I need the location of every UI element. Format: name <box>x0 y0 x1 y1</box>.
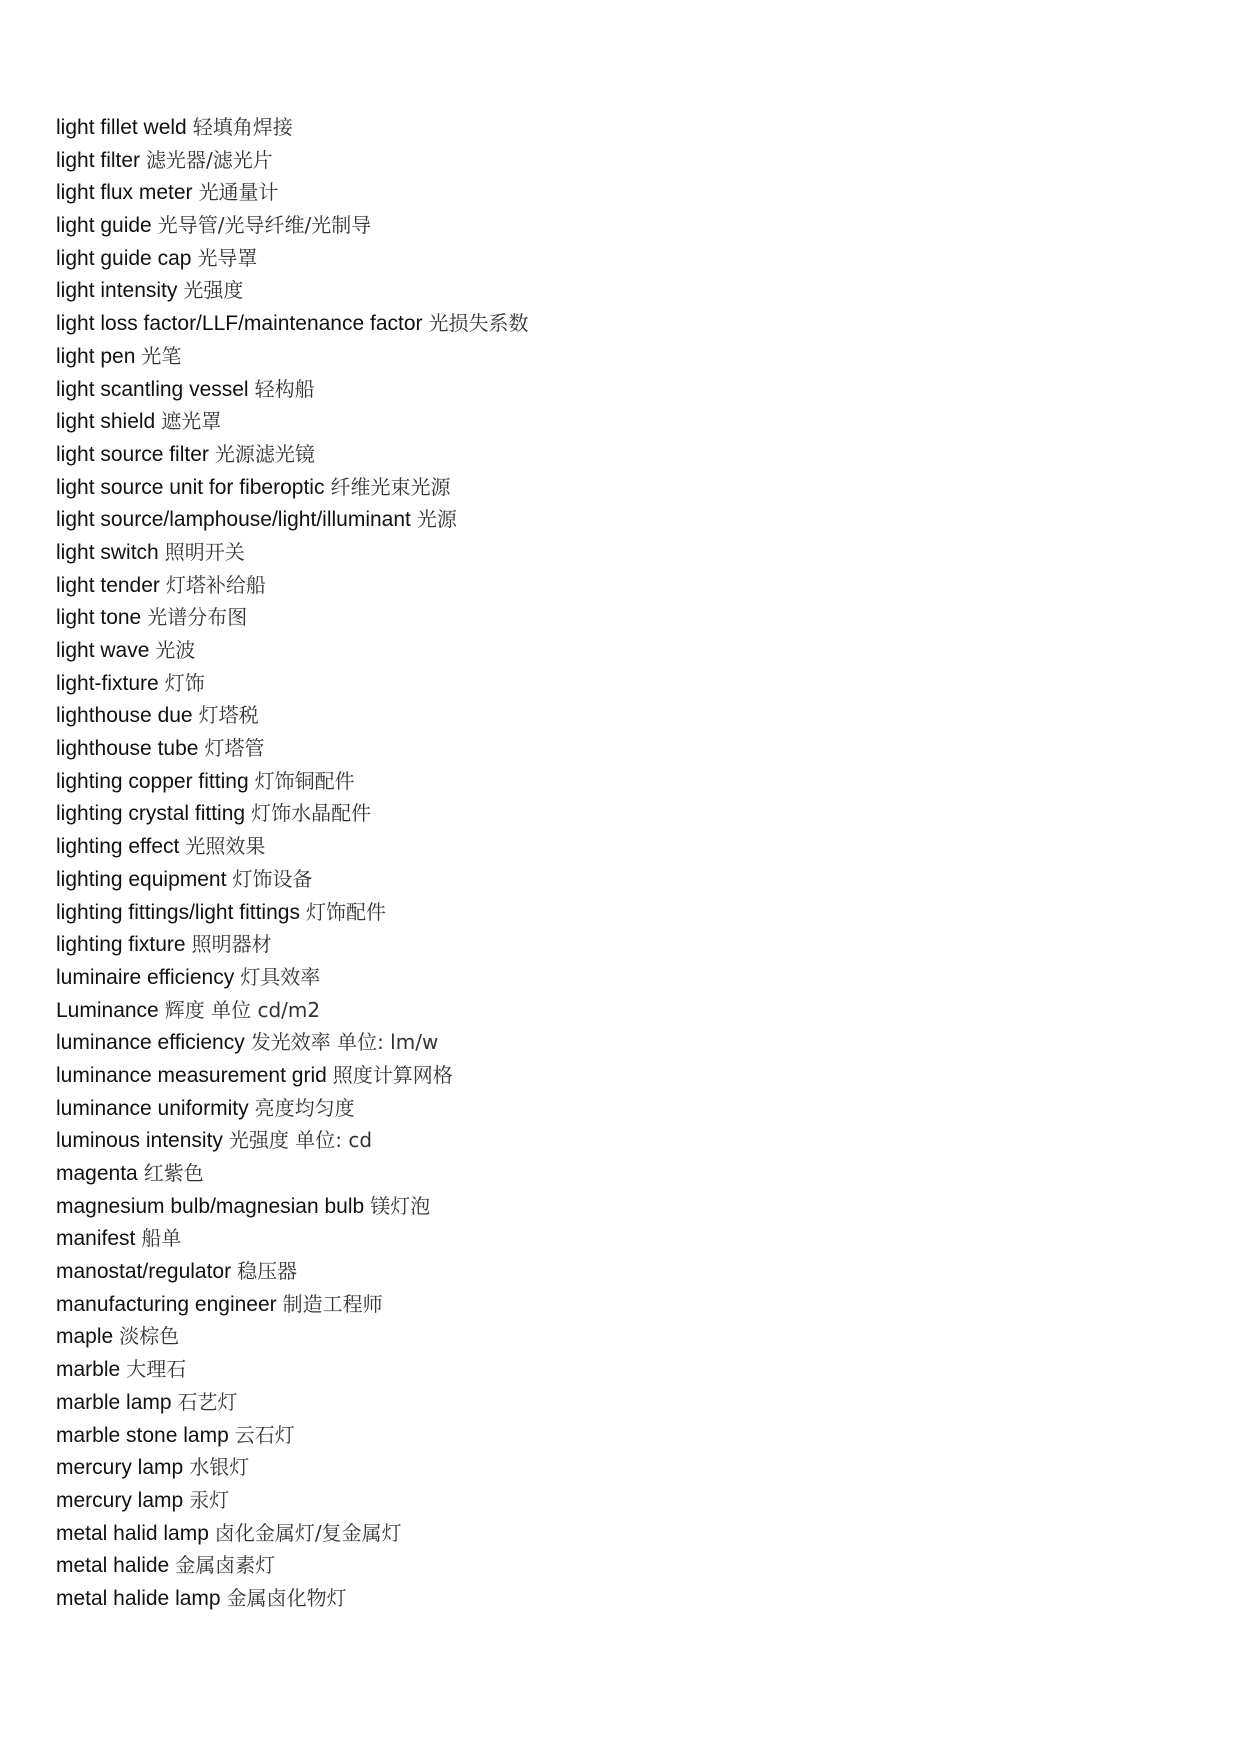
entry-term: marble lamp <box>56 1390 172 1414</box>
entry-translation: 光笔 <box>141 343 182 368</box>
entry-term: marble <box>56 1358 121 1382</box>
entry-translation: 灯饰配件 <box>305 899 386 924</box>
entry-translation: 船单 <box>141 1226 182 1251</box>
glossary-entry <box>56 111 529 144</box>
entry-term: magenta <box>56 1162 138 1185</box>
glossary-entry <box>56 373 529 406</box>
entry-term: light intensity <box>56 279 178 303</box>
entry-term: luminance uniformity <box>56 1096 249 1120</box>
glossary-entry <box>56 1320 529 1353</box>
entry-term: light pen <box>56 344 136 368</box>
glossary-entry <box>56 1092 529 1125</box>
entry-translation: 灯饰水晶配件 <box>251 801 372 826</box>
entry-term: luminance efficiency <box>56 1031 245 1055</box>
entry-term: light shield <box>56 410 156 434</box>
entry-term: mercury lamp <box>56 1488 184 1512</box>
entry-term: light tender <box>56 573 160 597</box>
entry-term: mercury lamp <box>56 1456 184 1480</box>
glossary-entry <box>56 176 529 209</box>
entry-translation: 光通量计 <box>198 180 279 205</box>
entry-term: lighting copper fitting <box>56 769 249 793</box>
entry-term: metal halide <box>56 1554 170 1578</box>
glossary-entry <box>56 797 529 830</box>
glossary-entry <box>56 438 529 471</box>
glossary-entry <box>56 994 529 1027</box>
entry-translation: 红紫色 <box>143 1161 204 1185</box>
entry-term: manifest <box>56 1227 136 1251</box>
entry-translation: 镁灯泡 <box>370 1193 431 1218</box>
glossary-entry <box>56 503 529 536</box>
entry-translation: 亮度均匀度 <box>254 1095 355 1120</box>
entry-translation: 光源 <box>416 507 457 532</box>
glossary-entry <box>56 405 529 438</box>
entry-translation: 云石灯 <box>234 1422 295 1447</box>
entry-translation: 光照效果 <box>185 834 266 859</box>
entry-term: metal halid lamp <box>56 1521 209 1545</box>
entry-term: maple <box>56 1325 114 1349</box>
entry-term: luminaire efficiency <box>56 965 235 989</box>
entry-translation: 金属卤素灯 <box>175 1553 276 1578</box>
entry-translation: 轻填角焊接 <box>192 115 293 139</box>
entry-term: light flux meter <box>56 181 193 205</box>
glossary-entry <box>56 601 529 634</box>
entry-term: lighting effect <box>56 835 180 859</box>
entry-translation: 轻构船 <box>254 376 315 401</box>
entry-term: light scantling vessel <box>56 377 249 401</box>
entry-translation: 纤维光束光源 <box>330 474 451 499</box>
entry-term: light source/lamphouse/light/illuminant <box>56 508 411 532</box>
entry-term: magnesium bulb/magnesian bulb <box>56 1194 365 1218</box>
glossary-entry <box>56 830 529 863</box>
entry-term: marble stone lamp <box>56 1423 229 1447</box>
entry-translation: 照明开关 <box>164 539 245 564</box>
entry-translation: 遮光罩 <box>161 409 222 434</box>
glossary-entry <box>56 1517 529 1550</box>
glossary-entry <box>56 1451 529 1484</box>
glossary-entry <box>56 765 529 798</box>
entry-translation: 淡棕色 <box>119 1324 180 1349</box>
entry-term: lighting crystal fitting <box>56 802 246 826</box>
glossary-entry <box>56 536 529 569</box>
glossary-entry <box>56 1157 529 1190</box>
glossary-entry <box>56 1582 529 1615</box>
glossary-entry <box>56 274 529 307</box>
glossary-entry <box>56 471 529 504</box>
entry-translation: 光强度 <box>183 278 244 303</box>
entry-term: lighting equipment <box>56 867 227 891</box>
entry-translation: 灯塔管 <box>204 736 265 761</box>
entry-term: luminous intensity <box>56 1129 223 1153</box>
entry-translation: 金属卤化物灯 <box>226 1585 347 1610</box>
entry-term: light loss factor/LLF/maintenance factor <box>56 312 423 336</box>
glossary-entry <box>56 1353 529 1386</box>
entry-term: light filter <box>56 148 141 172</box>
entry-translation: 灯饰 <box>164 670 205 695</box>
entry-term: Luminance <box>56 998 159 1022</box>
entry-term: light source unit for fiberoptic <box>56 475 325 499</box>
entry-term: lighting fixture <box>56 933 186 957</box>
entry-translation: 光损失系数 <box>428 311 529 336</box>
glossary-entry <box>56 961 529 994</box>
glossary-entry <box>56 340 529 373</box>
entry-translation: 灯饰铜配件 <box>254 768 355 793</box>
glossary-entry <box>56 1059 529 1092</box>
entry-term: light tone <box>56 606 142 630</box>
entry-translation: 光强度 单位: cd <box>228 1128 373 1153</box>
entry-term: lighthouse due <box>56 704 193 728</box>
glossary-entry <box>56 307 529 340</box>
entry-term: manostat/regulator <box>56 1260 232 1284</box>
entry-translation: 灯具效率 <box>240 964 321 989</box>
entry-term: manufacturing engineer <box>56 1292 277 1316</box>
glossary-entry <box>56 896 529 929</box>
glossary-entry <box>56 1549 529 1582</box>
glossary-entry <box>56 144 529 177</box>
entry-term: light-fixture <box>56 671 159 695</box>
entry-translation: 灯塔补给船 <box>165 572 266 597</box>
entry-translation: 照明器材 <box>191 932 272 957</box>
entry-translation: 石艺灯 <box>177 1389 238 1414</box>
glossary-entry <box>56 1190 529 1223</box>
entry-translation: 汞灯 <box>189 1487 230 1512</box>
entry-term: light switch <box>56 540 159 564</box>
entry-translation: 大理石 <box>126 1357 187 1382</box>
entry-translation: 灯塔税 <box>198 703 259 728</box>
glossary-entry <box>56 634 529 667</box>
entry-translation: 光谱分布图 <box>147 605 248 630</box>
glossary-entry <box>56 1026 529 1059</box>
glossary-entry <box>56 209 529 242</box>
entry-translation: 照度计算网格 <box>332 1062 453 1087</box>
entry-translation: 光源滤光镜 <box>214 441 315 466</box>
glossary-entry <box>56 732 529 765</box>
entry-term: light source filter <box>56 442 209 466</box>
glossary-entry <box>56 569 529 602</box>
entry-translation: 光导罩 <box>197 245 258 270</box>
entry-term: metal halide lamp <box>56 1586 221 1610</box>
glossary-entry <box>56 1419 529 1452</box>
entry-translation: 灯饰设备 <box>232 866 313 891</box>
entry-translation: 水银灯 <box>189 1455 250 1480</box>
glossary-entry <box>56 1255 529 1288</box>
glossary-entry <box>56 242 529 275</box>
entry-translation: 滤光器/滤光片 <box>146 147 273 172</box>
entry-term: light wave <box>56 639 150 662</box>
entry-term: luminance measurement grid <box>56 1063 327 1087</box>
glossary-entry <box>56 1222 529 1255</box>
entry-translation: 稳压器 <box>237 1259 298 1284</box>
entry-translation: 发光效率 单位: lm/w <box>250 1030 439 1055</box>
glossary-list <box>56 111 529 1615</box>
entry-translation: 光波 <box>155 638 196 662</box>
glossary-entry <box>56 1386 529 1419</box>
entry-translation: 卤化金属灯/复金属灯 <box>214 1520 402 1545</box>
entry-translation: 辉度 单位 cd/m2 <box>164 997 321 1022</box>
glossary-entry <box>56 1124 529 1157</box>
entry-translation: 制造工程师 <box>282 1291 383 1316</box>
glossary-entry <box>56 863 529 896</box>
glossary-entry <box>56 1484 529 1517</box>
glossary-entry <box>56 1288 529 1321</box>
glossary-entry <box>56 928 529 961</box>
entry-term: light fillet weld <box>56 116 187 139</box>
entry-term: lighting fittings/light fittings <box>56 900 300 924</box>
entry-term: lighthouse tube <box>56 737 199 761</box>
entry-term: light guide cap <box>56 246 192 270</box>
glossary-entry <box>56 699 529 732</box>
entry-translation: 光导管/光导纤维/光制导 <box>157 213 372 238</box>
entry-term: light guide <box>56 214 152 238</box>
glossary-entry <box>56 667 529 700</box>
